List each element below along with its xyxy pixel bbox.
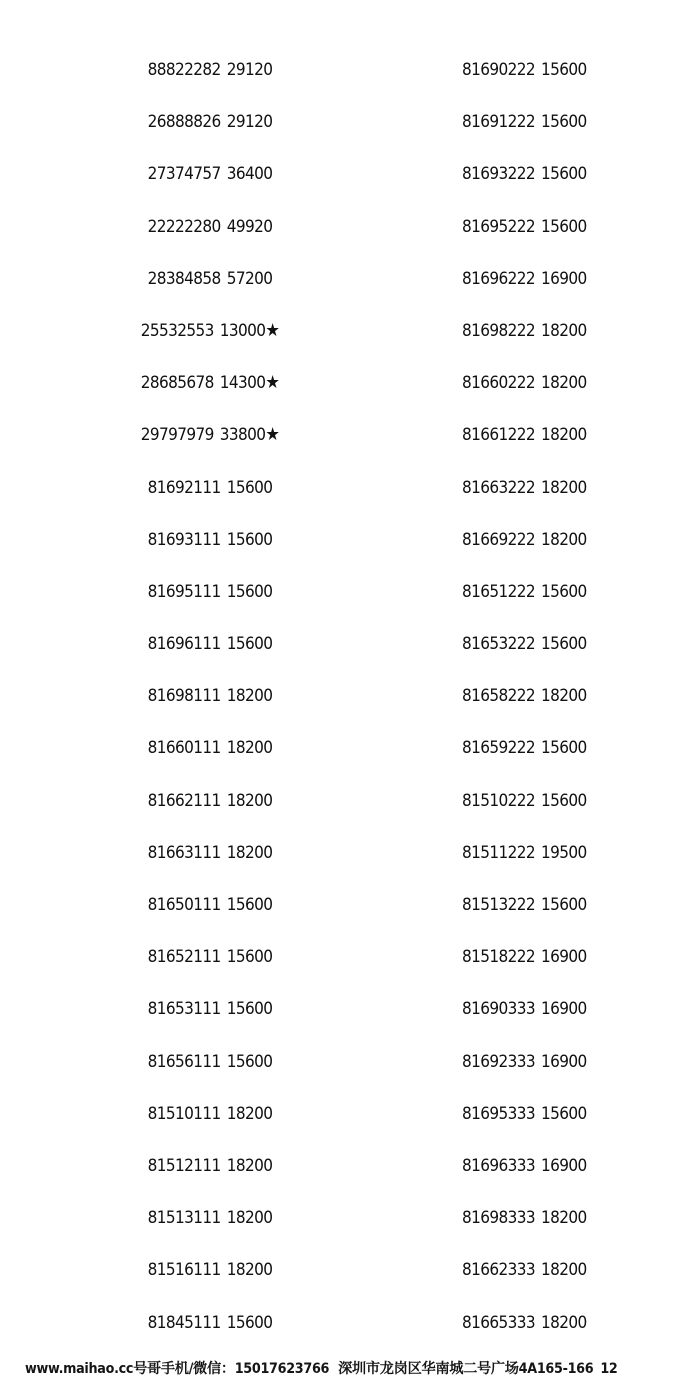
price: 15600 [541, 112, 587, 133]
phone-number: 81663222 [462, 477, 536, 498]
phone-number: 81669222 [462, 529, 536, 550]
footer-address: 深圳市龙岗区华南城二号广场4A165-166 [338, 1361, 594, 1377]
number-listing-row [462, 261, 642, 313]
phone-number: 81513111 [147, 1208, 221, 1229]
price: 15600 [541, 216, 587, 237]
number-listing-row [462, 156, 642, 208]
number-listing-row [462, 835, 642, 887]
number-listing-row [462, 417, 642, 469]
phone-number: 81665333 [462, 1312, 536, 1333]
number-listing-row [120, 626, 300, 678]
price: 15600 [226, 529, 273, 550]
number-listing-row [120, 209, 300, 261]
number-listing-row [120, 1044, 300, 1096]
phone-number: 81695111 [147, 581, 221, 602]
number-listing-row [120, 52, 300, 104]
price: 18200 [541, 320, 587, 341]
price: 15600 [541, 1103, 587, 1124]
phone-number: 81660111 [147, 738, 221, 759]
price: 33800 [219, 425, 266, 446]
phone-number: 81690222 [462, 60, 536, 80]
price: 18200 [541, 686, 587, 707]
price: 18200 [541, 529, 587, 550]
price: 18200 [541, 425, 587, 446]
price: 18200 [226, 1208, 273, 1229]
price: 18200 [226, 1155, 273, 1176]
number-listing-row [462, 104, 642, 156]
page-footer [0, 1355, 700, 1383]
price: 18200 [541, 1312, 587, 1333]
price: 15600 [226, 634, 273, 655]
price: 19500 [541, 842, 587, 863]
price: 13000 [219, 320, 266, 341]
price: 18200 [226, 738, 273, 759]
phone-number: 27374757 [147, 164, 221, 185]
phone-number: 81691222 [462, 112, 536, 133]
price: 15600 [541, 738, 587, 759]
number-listing-row [120, 1200, 300, 1252]
price: 15600 [226, 999, 273, 1020]
number-listing-row [462, 1252, 642, 1304]
phone-number: 81662333 [462, 1260, 536, 1281]
price: 14300 [219, 373, 266, 394]
phone-number: 81662111 [147, 790, 221, 811]
phone-number: 81690333 [462, 999, 536, 1020]
price: 15600 [226, 1051, 273, 1072]
number-listing-row [462, 1096, 642, 1148]
phone-number: 88822282 [147, 60, 221, 80]
number-listing-row [462, 678, 642, 730]
phone-number: 81656111 [147, 1051, 221, 1072]
number-listing-row [462, 783, 642, 835]
price: 15600 [541, 581, 587, 602]
phone-number: 22222280 [147, 216, 221, 237]
number-listing-row [120, 887, 300, 939]
phone-number: 81658222 [462, 686, 536, 707]
number-listing-row [462, 730, 642, 782]
price: 29120 [226, 60, 273, 80]
number-listing-row [120, 574, 300, 626]
number-listing-row [120, 417, 300, 469]
star-icon: ★ [265, 319, 280, 341]
phone-number: 81511222 [462, 842, 536, 863]
phone-number: 81696333 [462, 1155, 536, 1176]
price: 18200 [541, 373, 587, 394]
price: 15600 [226, 947, 273, 968]
phone-number: 81692111 [147, 477, 221, 498]
phone-number: 81696222 [462, 268, 536, 289]
number-listing-row [462, 574, 642, 626]
number-listing-row [120, 313, 300, 365]
number-listing-row [120, 365, 300, 417]
phone-number: 81663111 [147, 842, 221, 863]
price: 18200 [226, 1260, 273, 1281]
phone-number: 28685678 [140, 373, 214, 394]
number-listing-row [462, 1200, 642, 1252]
phone-number: 81660222 [462, 373, 536, 394]
number-listing-row [120, 156, 300, 208]
price: 18200 [226, 1103, 273, 1124]
phone-number: 81693222 [462, 164, 536, 185]
number-listing-row [462, 313, 642, 365]
price: 15600 [541, 634, 587, 655]
phone-number: 26888826 [147, 112, 221, 133]
number-listing-row [462, 991, 642, 1043]
number-listing-row [120, 1148, 300, 1200]
number-listing-row [462, 1148, 642, 1200]
number-listing-row [120, 1252, 300, 1304]
number-listing-row [120, 991, 300, 1043]
phone-number: 81695222 [462, 216, 536, 237]
phone-number: 81650111 [147, 895, 221, 915]
number-listing-row [462, 1305, 642, 1357]
price: 15600 [541, 60, 587, 80]
number-listing-row [120, 522, 300, 574]
phone-number: 81512111 [147, 1155, 221, 1176]
phone-number: 29797979 [140, 425, 214, 446]
number-listing-row [120, 1305, 300, 1357]
right-number-column [462, 52, 642, 1357]
price: 18200 [226, 686, 273, 707]
phone-number: 81661222 [462, 425, 536, 446]
price: 18200 [226, 790, 273, 811]
number-listing-row [462, 887, 642, 939]
price: 16900 [541, 1155, 587, 1176]
number-listing-row [120, 783, 300, 835]
number-listing-row [462, 939, 642, 991]
phone-number: 81652111 [147, 947, 221, 968]
number-listing-row [462, 209, 642, 261]
price: 16900 [541, 999, 587, 1020]
phone-number: 81695333 [462, 1103, 536, 1124]
price: 18200 [541, 1208, 587, 1229]
price: 15600 [226, 895, 273, 915]
price: 49920 [226, 216, 273, 237]
phone-number: 81845111 [147, 1312, 221, 1333]
phone-number: 81510111 [147, 1103, 221, 1124]
phone-number: 81696111 [147, 634, 221, 655]
price: 36400 [226, 164, 273, 185]
number-listing-row [120, 678, 300, 730]
number-listing-row [462, 365, 642, 417]
number-listing-row [120, 261, 300, 313]
number-listing-row [462, 522, 642, 574]
price: 16900 [541, 947, 587, 968]
number-listing-row [462, 470, 642, 522]
phone-number: 81516111 [147, 1260, 221, 1281]
left-number-column [120, 52, 300, 1357]
phone-number: 81513222 [462, 895, 536, 915]
number-listing-row [120, 1096, 300, 1148]
price: 15600 [226, 581, 273, 602]
number-listing-row [120, 730, 300, 782]
phone-number: 81510222 [462, 790, 536, 811]
number-listing-row [120, 470, 300, 522]
footer-website-contact: www.maihao.cc号哥手机/微信：15017623766 [25, 1361, 330, 1377]
phone-number: 81653111 [147, 999, 221, 1020]
phone-number: 28384858 [147, 268, 221, 289]
price: 16900 [541, 268, 587, 289]
price: 18200 [541, 477, 587, 498]
number-listing-row [462, 626, 642, 678]
price: 15600 [226, 477, 273, 498]
phone-number: 81698222 [462, 320, 536, 341]
price: 16900 [541, 1051, 587, 1072]
price: 15600 [541, 164, 587, 185]
phone-number: 81698111 [147, 686, 221, 707]
number-listing-row [462, 1044, 642, 1096]
price: 29120 [226, 112, 273, 133]
phone-number: 81698333 [462, 1208, 536, 1229]
number-listing-row [120, 939, 300, 991]
page-number: 12 [600, 1361, 618, 1377]
number-listing-row [120, 835, 300, 887]
price: 15600 [541, 895, 587, 915]
star-icon: ★ [265, 372, 280, 394]
number-listing-row [120, 104, 300, 156]
price: 18200 [226, 842, 273, 863]
price: 57200 [226, 268, 273, 289]
number-listing-row [462, 52, 642, 104]
star-icon: ★ [265, 424, 280, 446]
phone-number: 81651222 [462, 581, 536, 602]
price: 15600 [226, 1312, 273, 1333]
phone-number: 81518222 [462, 947, 536, 968]
phone-number: 81693111 [147, 529, 221, 550]
phone-number: 81653222 [462, 634, 536, 655]
price: 18200 [541, 1260, 587, 1281]
phone-number: 25532553 [140, 320, 214, 341]
phone-number: 81692333 [462, 1051, 536, 1072]
price: 15600 [541, 790, 587, 811]
phone-number: 81659222 [462, 738, 536, 759]
